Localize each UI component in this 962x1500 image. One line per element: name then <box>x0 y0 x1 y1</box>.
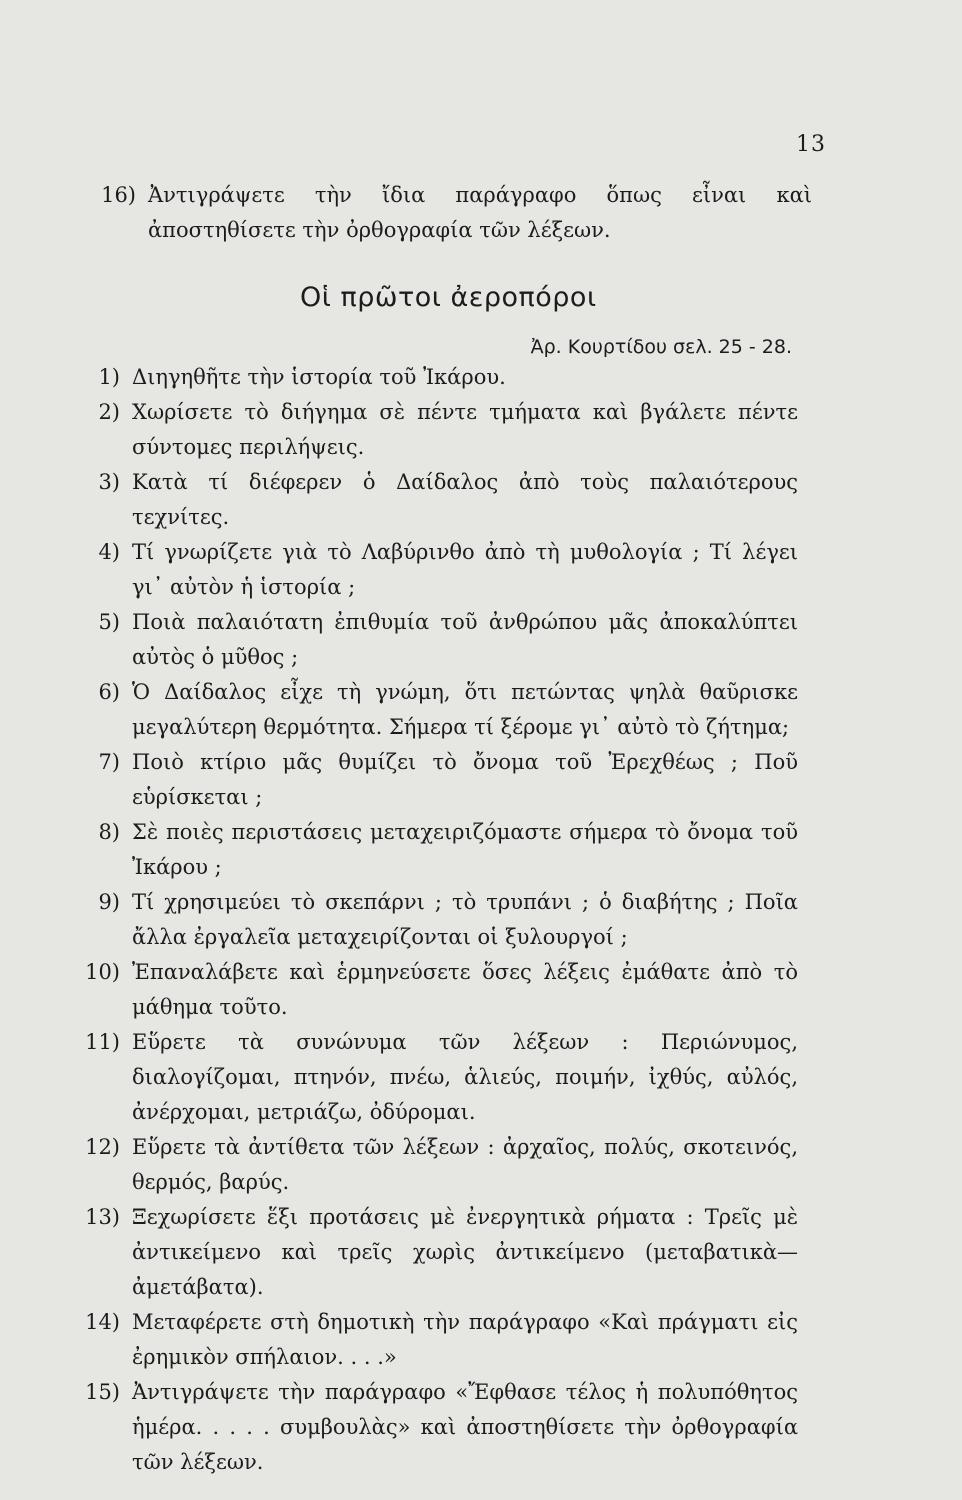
list-item <box>72 1025 798 1130</box>
list-item <box>72 885 798 955</box>
exercise-text: Χωρίσετε τὸ διήγημα σὲ πέντε τμήματα καὶ βγάλετε πέντε σύντομες περιλήψεις. <box>132 400 798 459</box>
list-item <box>72 360 798 395</box>
exercise-text: Ξεχωρίσετε ἕξι προτάσεις μὲ ἐνεργητικὰ ρήματα : Τρεῖς μὲ ἀντικείμενο καὶ τρεῖς χωρὶς ἀντικείμενο (μεταβατικὰ—ἀμετάβατα). <box>132 1205 798 1299</box>
exercise-text: Κατὰ τί διέφερεν ὁ Δαίδαλος ἀπὸ τοὺς παλαιότερους τεχνίτες. <box>132 470 798 529</box>
exercise-number: 5) <box>98 610 120 634</box>
exercise-text: Ἀντιγράψετε τὴν ἴδια παράγραφο ὅπως εἶναι καὶ ἀποστηθίσετε τὴν ὀρθογραφία τῶν λέξεων. <box>148 183 812 242</box>
exercise-number: 1) <box>98 365 120 389</box>
exercise-item-16 <box>88 178 812 248</box>
exercise-number: 4) <box>98 540 120 564</box>
page-number: 13 <box>796 132 826 157</box>
exercise-number: 6) <box>98 680 120 704</box>
exercise-text: Ἀντιγράψετε τὴν παράγραφο «Ἔφθασε τέλος ἡ πολυπόθητος ἡμέρα. . . . . συμβουλὰς» καὶ ἀποστηθίσετε τὴν ὀρθογραφία τῶν λέξεων. <box>132 1380 798 1474</box>
exercise-text: Μεταφέρετε στὴ δημοτικὴ τὴν παράγραφο «Καὶ πράγματι εἰς ἐρημικὸν σπήλαιον. . . .» <box>132 1310 798 1369</box>
list-item <box>72 955 798 1025</box>
exercise-text: Τί χρησιμεύει τὸ σκεπάρνι ; τὸ τρυπάνι ; ὁ διαβήτης ; Ποῖα ἄλλα ἐργαλεῖα μεταχειρίζονται οἱ ξυλουργοί ; <box>132 890 798 949</box>
list-item <box>72 1305 798 1375</box>
list-item <box>72 395 798 465</box>
exercise-text: Τί γνωρίζετε γιὰ τὸ Λαβύρινθο ἀπὸ τὴ μυθολογία ; Τί λέγει γι᾽ αὐτὸν ἡ ἱστορία ; <box>132 540 798 599</box>
section-source: Ἀρ. Κουρτίδου σελ. 25 - 28. <box>530 336 792 358</box>
list-item <box>72 745 798 815</box>
exercise-number: 15) <box>85 1380 120 1404</box>
list-item <box>72 1200 798 1305</box>
list-item <box>72 535 798 605</box>
exercise-number: 9) <box>98 890 120 914</box>
exercise-number: 13) <box>85 1205 120 1229</box>
exercise-number: 14) <box>85 1310 120 1334</box>
exercise-text: Ποιὰ παλαιότατη ἐπιθυμία τοῦ ἀνθρώπου μᾶς ἀποκαλύπτει αὐτὸς ὁ μῦθος ; <box>132 610 798 669</box>
exercise-number: 12) <box>85 1135 120 1159</box>
exercise-number: 11) <box>85 1030 120 1054</box>
exercise-text: Εὕρετε τὰ συνώνυμα τῶν λέξεων : Περιώνυμος, διαλογίζομαι, πτηνόν, πνέω, ἁλιεύς, ποιμήν, ἰχθύς, αὐλός, ἀνέρχομαι, μετριάζω, ὀδύρομαι. <box>132 1030 798 1124</box>
exercise-number: 7) <box>98 750 120 774</box>
exercise-number: 3) <box>98 470 120 494</box>
exercise-number: 2) <box>98 400 120 424</box>
list-item <box>72 675 798 745</box>
exercise-text: Ποιὸ κτίριο μᾶς θυμίζει τὸ ὄνομα τοῦ Ἐρεχθέως ; Ποῦ εὑρίσκεται ; <box>132 750 798 809</box>
exercise-text: Ὁ Δαίδαλος εἶχε τὴ γνώμη, ὅτι πετώντας ψηλὰ θαῦρισκε μεγαλύτερη θερμότητα. Σήμερα τί ξέρομε γι᾽ αὐτὸ τὸ ζήτημα; <box>132 680 798 739</box>
exercise-text: Διηγηθῆτε τὴν ἱστορία τοῦ Ἰκάρου. <box>132 365 506 389</box>
exercise-text: Εὕρετε τὰ ἀντίθετα τῶν λέξεων : ἀρχαῖος, πολύς, σκοτεινός, θερμός, βαρύς. <box>132 1135 798 1194</box>
list-item <box>72 1130 798 1200</box>
list-item <box>72 605 798 675</box>
section-title: Οἱ πρῶτοι ἀεροπόροι <box>300 282 597 313</box>
list-item <box>72 465 798 535</box>
exercise-list <box>72 360 798 1480</box>
list-item <box>72 815 798 885</box>
list-item <box>72 1375 798 1480</box>
exercise-number: 8) <box>98 820 120 844</box>
exercise-text: Σὲ ποιὲς περιστάσεις μεταχειριζόμαστε σήμερα τὸ ὄνομα τοῦ Ἰκάρου ; <box>132 820 798 879</box>
exercise-number: 16) <box>101 183 136 207</box>
exercise-text: Ἐπαναλάβετε καὶ ἑρμηνεύσετε ὅσες λέξεις ἐμάθατε ἀπὸ τὸ μάθημα τοῦτο. <box>132 960 798 1019</box>
exercise-number: 10) <box>85 960 120 984</box>
